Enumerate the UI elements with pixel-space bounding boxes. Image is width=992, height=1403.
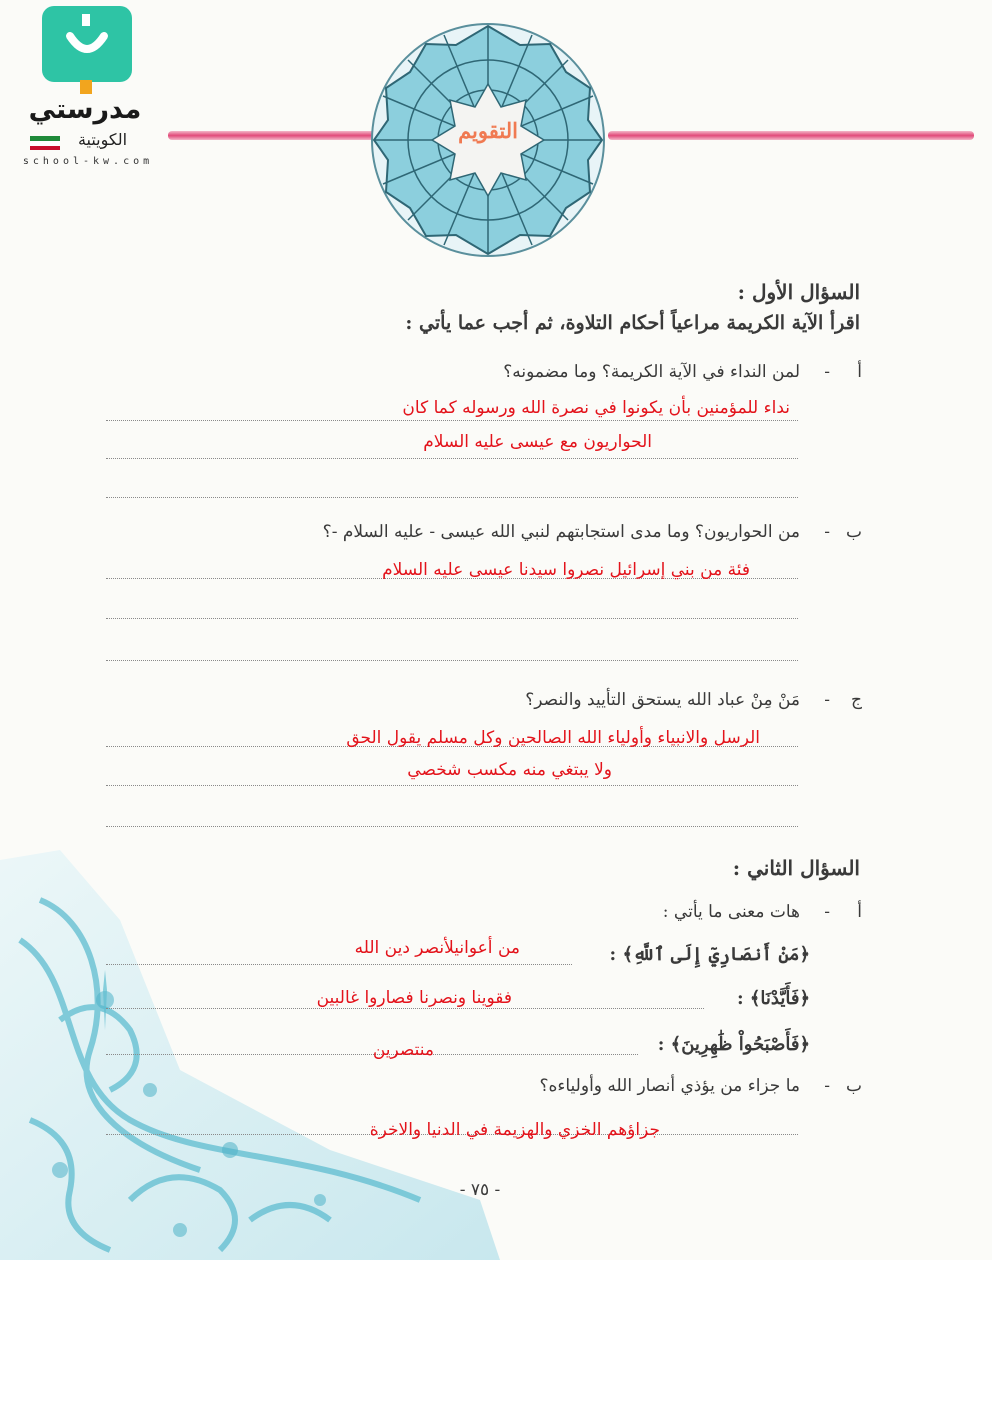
q1-instruction: اقرأ الآية الكريمة مراعياً أحكام التلاوة، ثم أجب عما يأتي : <box>405 312 860 334</box>
q2a-letter: أ <box>857 902 862 922</box>
q2-term-1: ﴿مَنْ أَنصَارِيٓ إِلَى ٱللَّهِ﴾ : <box>609 944 810 965</box>
answer-line <box>106 497 798 498</box>
q2b-letter: ب <box>845 1076 862 1096</box>
answer-line <box>106 458 798 459</box>
header-band-right <box>608 131 974 140</box>
logo-badge <box>42 6 132 82</box>
q1c-question: مَنْ مِنْ عباد الله يستحق التأييد والنصر؟ <box>525 690 800 710</box>
q2-heading: السؤال الثاني : <box>732 856 860 880</box>
answer-line <box>106 1008 704 1009</box>
q2b-dash: - <box>824 1076 830 1096</box>
logo-domain: school-kw.com <box>22 156 154 167</box>
q1b-answer: فئة من بني إسرائيل نصروا سيدنا عيسى عليه السلام <box>382 560 750 580</box>
answer-line <box>106 420 798 421</box>
q1b-question: من الحواريون؟ وما مدى استجابتهم لنبي الله عيسى - عليه السلام -؟ <box>322 522 800 542</box>
q1a-letter: أ <box>857 362 862 382</box>
page-number: - ٧٥ - <box>459 1180 501 1200</box>
q2-term-2-answer: فقوينا ونصرنا فصاروا غالبين <box>316 988 512 1008</box>
q2a-dash: - <box>824 902 830 922</box>
q1a-answer-line-1: نداء للمؤمنين بأن يكونوا في نصرة الله ورسوله كما كان <box>402 398 790 418</box>
q2-term-3: ﴿فَأَصْبَحُواْ ظَٰهِرِينَ﴾ : <box>657 1034 810 1055</box>
q1b-letter: ب <box>845 522 862 542</box>
answer-line <box>106 826 798 827</box>
q2-term-1-answer: من أعوانيلأنصر دين الله <box>354 938 520 958</box>
header-band-left <box>168 131 376 140</box>
q1-heading: السؤال الأول : <box>737 280 860 304</box>
q1c-dash: - <box>824 690 830 710</box>
q1c-answer-line-1: الرسل والانبياء وأولياء الله الصالحين وكل مسلم يقول الحق <box>346 728 760 748</box>
answer-line <box>106 785 798 786</box>
kuwait-flag-icon <box>30 136 60 150</box>
q2a-prompt: هات معنى ما يأتي : <box>662 902 800 922</box>
logo-tab <box>80 80 92 94</box>
q2b-answer: جزاؤهم الخزي والهزيمة في الدنيا والاخرة <box>369 1120 660 1140</box>
q1a-answer-line-2: الحواريون مع عيسى عليه السلام <box>423 432 652 452</box>
q2b-question: ما جزاء من يؤذي أنصار الله وأولياءه؟ <box>539 1076 800 1096</box>
logo-name: مدرستي <box>28 94 142 125</box>
answer-line <box>106 964 572 965</box>
section-title: التقويم <box>458 118 518 143</box>
smile-icon <box>42 6 132 82</box>
answer-line <box>106 618 798 619</box>
q1a-question: لمن النداء في الآية الكريمة؟ وما مضمونه؟ <box>503 362 800 382</box>
q2-term-3-answer: منتصرين <box>372 1040 434 1060</box>
q1c-answer-line-2: ولا يبتغي منه مكسب شخصي <box>407 760 612 780</box>
q1b-dash: - <box>824 522 830 542</box>
q1c-letter: ج <box>851 690 862 710</box>
logo-subname: الكويتية <box>77 130 128 149</box>
q1a-dash: - <box>824 362 830 382</box>
answer-line <box>106 660 798 661</box>
q2-term-2: ﴿فَأَيَّدْنَا﴾ : <box>736 988 810 1009</box>
